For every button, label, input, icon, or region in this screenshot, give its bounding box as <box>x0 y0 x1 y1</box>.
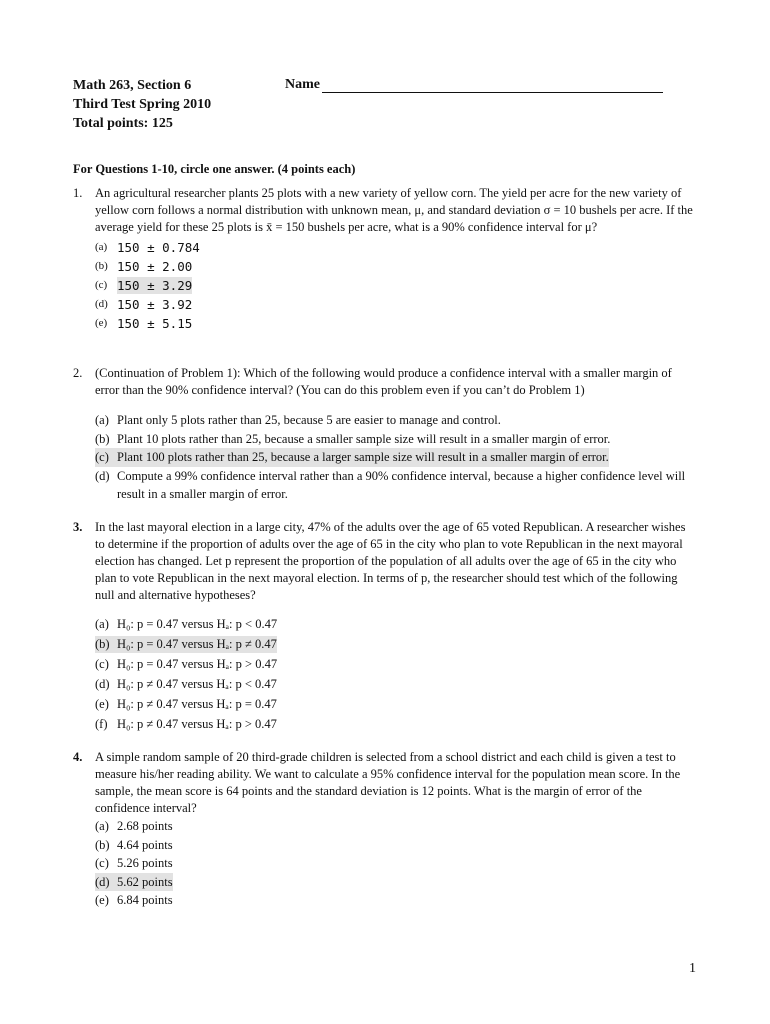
question-text: A simple random sample of 20 third-grade children is selected from a school district and each child is given a test to measure his/her reading ability. We want to calculate a 95% confidence interval for the population mean score. In the sample, the mean score is 64 points and the standard deviation is 12 points. What is the margin of error of the confidence interval? <box>95 750 681 815</box>
option-b[interactable]: (b) Plant 10 plots rather than 25, because a smaller sample size will result in a smaller margin of error. <box>95 431 611 446</box>
option-f[interactable]: (f) H₀: p ≠ 0.47 versus Hₐ: p > 0.47 <box>95 716 277 731</box>
option-e[interactable]: (e) 150 ± 5.15 <box>95 316 193 331</box>
option-c[interactable]: (c) 5.26 points <box>95 856 173 870</box>
option-d[interactable]: (d) Compute a 99% confidence interval rather than a 90% confidence interval, because a higher confidence level will result in a smaller margin of error. <box>95 468 686 501</box>
name-field <box>285 76 663 93</box>
option-a[interactable]: (a) Plant only 5 plots rather than 25, because 5 are easier to manage and control. <box>95 413 501 427</box>
option-d[interactable]: (d) 150 ± 3.92 <box>95 297 193 312</box>
course-header <box>73 76 211 133</box>
course-title: Math 263, Section 6 <box>73 78 192 93</box>
question-text: In the last mayoral election in a large city, 47% of the adults over the age of 65 voted Republican. A researcher wishes to determine if the proportion of adults over the age of 65 in the city who plan to vote Republican in the next mayoral election has changed. Let p represent the proportion of the population of all adults over the age of 65 in the city who plan to vote Republican in the next mayoral election. In terms of p, the researcher should test which of the following null and alternative hypotheses? <box>95 520 686 602</box>
question-1 <box>73 185 698 333</box>
question-number: 2. <box>73 366 83 380</box>
option-e[interactable]: (e) H₀: p ≠ 0.47 versus Hₐ: p = 0.47 <box>95 696 277 711</box>
options-list <box>95 411 698 504</box>
name-blank-line[interactable] <box>322 78 663 93</box>
option-c-highlighted[interactable]: (c) 150 ± 3.29 <box>95 278 193 293</box>
option-b[interactable]: (b) 150 ± 2.00 <box>95 259 193 274</box>
question-number: 4. <box>73 750 83 764</box>
option-a[interactable]: (a) 150 ± 0.784 <box>95 240 200 255</box>
question-text: An agricultural researcher plants 25 plots with a new variety of yellow corn. The yield per acre for the new variety of yellow corn follows a normal distribution with unknown mean, μ, and standard deviation σ = 10 bushels per acre. If the average yield for these 25 plots is x̄ = 150 bushels per acre, what is a 90% confidence interval for μ? <box>95 186 693 234</box>
options-list <box>95 238 698 333</box>
option-d-highlighted[interactable]: (d) 5.62 points <box>95 873 698 892</box>
options-list <box>95 614 698 734</box>
instructions: For Questions 1-10, circle one answer. (4 points each) <box>73 162 356 176</box>
test-title: Third Test Spring 2010 <box>73 97 212 112</box>
option-b[interactable]: (b) 4.64 points <box>95 837 173 852</box>
page-number: 1 <box>689 961 696 976</box>
option-c-highlighted[interactable]: (c) Plant 100 plots rather than 25, because a larger sample size will result in a smaller margin of error. <box>95 448 698 467</box>
question-3 <box>73 519 698 734</box>
question-4 <box>73 749 698 910</box>
option-d[interactable]: (d) H₀: p ≠ 0.47 versus Hₐ: p < 0.47 <box>95 676 277 691</box>
question-number: 1. <box>73 186 83 200</box>
question-text: (Continuation of Problem 1): Which of the following would produce a confidence interval with a smaller margin of error than the 90% confidence interval? (You can do this problem even if you can’t do Problem 1) <box>95 366 672 397</box>
options-list <box>95 817 698 910</box>
option-e[interactable]: (e) 6.84 points <box>95 893 173 907</box>
option-a[interactable]: (a) H₀: p = 0.47 versus Hₐ: p < 0.47 <box>95 616 278 631</box>
question-2 <box>73 365 698 504</box>
option-b-highlighted[interactable]: (b) H₀: p = 0.47 versus Hₐ: p ≠ 0.47 <box>95 636 277 651</box>
name-label: Name <box>285 77 320 92</box>
total-points: Total points: 125 <box>73 116 173 131</box>
option-c[interactable]: (c) H₀: p = 0.47 versus Hₐ: p > 0.47 <box>95 656 278 671</box>
question-number: 3. <box>73 520 83 534</box>
option-a[interactable]: (a) 2.68 points <box>95 819 173 833</box>
